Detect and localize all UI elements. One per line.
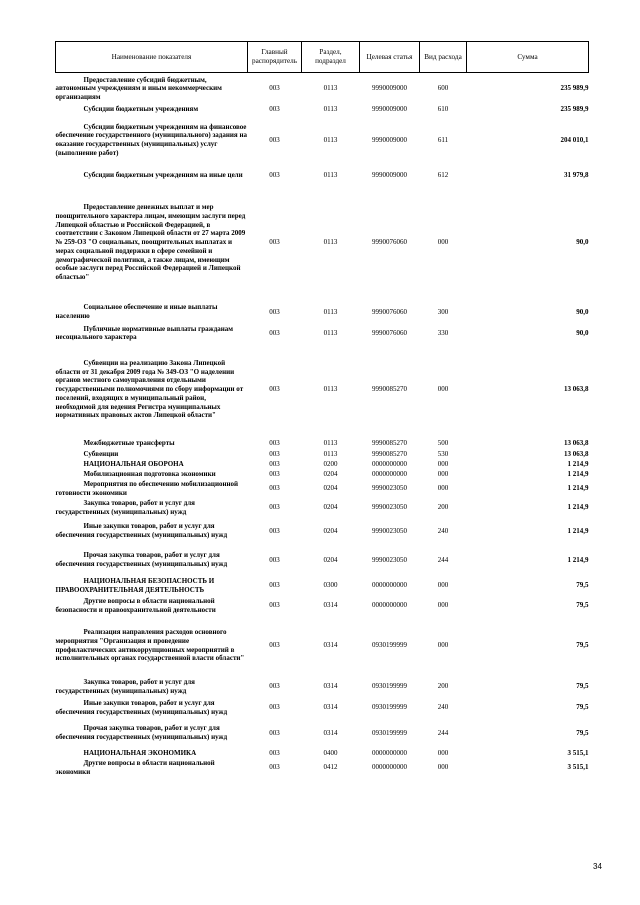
row-name: Иные закупки товаров, работ и услуг для обеспечения государственных (муниципальных) нужд	[55, 522, 228, 539]
header-section: Раздел, подраздел	[302, 42, 360, 73]
row-target: 9990076060	[372, 307, 407, 316]
row-name: Публичные нормативные выплаты гражданам несоциального характера	[55, 324, 234, 342]
row-main-manager: 003	[269, 307, 280, 316]
row-expense-type: 000	[437, 484, 449, 493]
row-sum: 1 214,9	[567, 459, 589, 468]
table-row	[56, 676, 589, 698]
row-section: 0113	[323, 328, 338, 337]
row-target: 9990023050	[372, 503, 407, 512]
row-main-manager: 003	[269, 449, 280, 458]
row-target: 9990023050	[372, 526, 407, 535]
row-expense-type: 000	[437, 470, 449, 479]
table-row	[56, 498, 589, 518]
row-main-manager: 003	[269, 135, 280, 144]
row-name: Межбюджетные трансферты	[83, 438, 175, 447]
table-row	[56, 518, 589, 545]
row-main-manager: 003	[269, 459, 280, 468]
row-name: Субсидии бюджетным учреждениям	[83, 105, 199, 114]
row-main-manager: 003	[269, 171, 280, 180]
row-main-manager: 003	[269, 581, 280, 590]
row-target: 9990085270	[372, 438, 407, 447]
row-sum: 13 063,8	[564, 385, 589, 394]
table-row	[56, 545, 589, 576]
row-sum: 79,5	[576, 641, 589, 650]
row-target: 9990076060	[372, 238, 407, 247]
row-name: Предоставление субсидий бюджетным, автономным учреждениям и иным некоммерческим организациям	[55, 75, 222, 102]
row-main-manager: 003	[269, 438, 280, 447]
table-row	[56, 115, 589, 166]
page-number: 34	[593, 862, 602, 871]
row-section: 0113	[323, 238, 338, 247]
row-sum: 90,0	[576, 328, 589, 337]
row-sum: 235 989,9	[560, 105, 589, 114]
header-main-manager: Главный распорядитель	[248, 42, 302, 73]
row-expense-type: 000	[437, 581, 449, 590]
row-expense-type: 330	[437, 328, 449, 337]
row-sum: 204 010,1	[560, 135, 589, 144]
row-expense-type: 000	[437, 763, 449, 772]
row-target: 0000000000	[372, 470, 407, 479]
row-target: 0930199999	[372, 728, 407, 737]
row-expense-type: 000	[437, 385, 449, 394]
row-target: 0930199999	[372, 703, 407, 712]
row-section: 0204	[323, 503, 338, 512]
row-expense-type: 612	[437, 171, 449, 180]
row-main-manager: 003	[269, 682, 280, 691]
row-name: Субвенции на реализацию Закона Липецкой области от 31 декабря 2009 года № 349-ОЗ "О наделении органов местного самоуправления отдельными государственными полномочиями по сбору информации от поселений, входящих в муниципальный район, необходимой для ведения Регистра муниципальных нормативных правовых актов Липецкой области"	[55, 358, 244, 420]
row-section: 0314	[323, 601, 338, 610]
row-sum: 1 214,9	[567, 484, 589, 493]
row-main-manager: 003	[269, 84, 280, 93]
row-sum: 90,0	[576, 307, 589, 316]
row-sum: 235 989,9	[560, 84, 589, 93]
header-name: Наименование показателя	[56, 42, 248, 73]
table-row	[56, 105, 589, 115]
row-section: 0113	[323, 307, 338, 316]
row-name: Субвенции	[83, 449, 119, 458]
row-sum: 13 063,8	[564, 449, 589, 458]
table-row	[56, 759, 589, 777]
row-sum: 79,5	[576, 728, 589, 737]
row-sum: 1 214,9	[567, 555, 589, 564]
table-row	[56, 469, 589, 480]
row-sum: 31 979,8	[564, 171, 589, 180]
row-expense-type: 240	[437, 526, 449, 535]
row-section: 0204	[323, 555, 338, 564]
table-row	[56, 342, 589, 437]
row-target: 9990085270	[372, 385, 407, 394]
row-target: 9990009000	[372, 105, 407, 114]
row-section: 0113	[323, 449, 338, 458]
table-row	[56, 616, 589, 676]
header-expense-type: Вид расхода	[420, 42, 467, 73]
row-sum: 79,5	[576, 581, 589, 590]
row-section: 0300	[323, 581, 338, 590]
header-target: Целевая статья	[360, 42, 420, 73]
row-main-manager: 003	[269, 526, 280, 535]
row-name: Прочая закупка товаров, работ и услуг для обеспечения государственных (муниципальных) нужд	[55, 551, 228, 568]
row-expense-type: 611	[437, 135, 449, 144]
row-sum: 13 063,8	[564, 438, 589, 447]
row-main-manager: 003	[269, 105, 280, 114]
table-row	[56, 576, 589, 596]
row-expense-type: 000	[437, 238, 449, 247]
row-expense-type: 200	[437, 682, 449, 691]
table-row	[56, 166, 589, 186]
row-name: Прочая закупка товаров, работ и услуг для обеспечения государственных (муниципальных) нужд	[55, 724, 228, 741]
row-main-manager: 003	[269, 601, 280, 610]
table-row	[56, 437, 589, 449]
row-main-manager: 003	[269, 703, 280, 712]
row-target: 0930199999	[372, 641, 407, 650]
row-section: 0113	[323, 385, 338, 394]
row-section: 0113	[323, 105, 338, 114]
row-expense-type: 530	[437, 449, 449, 458]
table-row	[56, 300, 589, 325]
row-target: 0930199999	[372, 682, 407, 691]
table-row	[56, 718, 589, 749]
row-main-manager: 003	[269, 484, 280, 493]
row-expense-type: 240	[437, 703, 449, 712]
row-name: Мобилизационная подготовка экономики	[83, 470, 216, 479]
row-sum: 79,5	[576, 703, 589, 712]
row-section: 0200	[323, 459, 338, 468]
row-main-manager: 003	[269, 328, 280, 337]
row-expense-type: 000	[437, 749, 449, 758]
row-section: 0204	[323, 470, 338, 479]
row-expense-type: 600	[437, 84, 449, 93]
row-sum: 1 214,9	[567, 526, 589, 535]
table-row	[56, 749, 589, 759]
row-section: 0113	[323, 171, 338, 180]
row-target: 0000000000	[372, 763, 407, 772]
row-name: Иные закупки товаров, работ и услуг для обеспечения государственных (муниципальных) нужд	[55, 698, 228, 716]
row-sum: 3 515,1	[567, 749, 589, 758]
row-target: 9990023050	[372, 555, 407, 564]
table-body	[56, 73, 589, 777]
row-name: Закупка товаров, работ и услуг для государственных (муниципальных) нужд	[55, 677, 195, 695]
row-target: 9990023050	[372, 484, 407, 493]
row-sum: 1 214,9	[567, 470, 589, 479]
row-expense-type: 000	[437, 459, 449, 468]
row-name: Мероприятия по обеспечению мобилизационной готовности экономики	[55, 480, 239, 497]
row-name: НАЦИОНАЛЬНАЯ ОБОРОНА	[83, 459, 184, 468]
row-target: 0000000000	[372, 581, 407, 590]
row-main-manager: 003	[269, 385, 280, 394]
row-main-manager: 003	[269, 238, 280, 247]
row-target: 0000000000	[372, 459, 407, 468]
row-target: 9990085270	[372, 449, 407, 458]
row-name: НАЦИОНАЛЬНАЯ БЕЗОПАСНОСТЬ И ПРАВООХРАНИТЕЛЬНАЯ ДЕЯТЕЛЬНОСТЬ	[55, 576, 215, 594]
row-main-manager: 003	[269, 503, 280, 512]
table-row	[56, 596, 589, 616]
row-main-manager: 003	[269, 641, 280, 650]
row-section: 0314	[323, 682, 338, 691]
row-name: Закупка товаров, работ и услуг для государственных (муниципальных) нужд	[55, 498, 195, 516]
table-header-row	[56, 42, 589, 73]
table-row	[56, 186, 589, 300]
table-row	[56, 449, 589, 459]
row-section: 0314	[323, 641, 338, 650]
row-target: 0000000000	[372, 749, 407, 758]
row-main-manager: 003	[269, 728, 280, 737]
row-expense-type: 000	[437, 641, 449, 650]
row-section: 0113	[323, 438, 338, 447]
row-section: 0314	[323, 728, 338, 737]
table-row	[56, 698, 589, 718]
row-name: Социальное обеспечение и иные выплаты населению	[55, 303, 218, 320]
row-expense-type: 244	[437, 555, 449, 564]
row-name: Предоставление денежных выплат и мер поощрительного характера лицам, имеющим заслуги перед Липецкой областью и Российской Федерацией, в соответствии с Законом Липецкой области от 27 марта 2009 № 259-ОЗ "О социальных, поощрительных выплатах и мерах социальной поддержки в сфере семейной и демографической политики, а также лицам, имеющим особые заслуги перед Российской Федерацией и Липецкой областью"	[55, 203, 246, 282]
table-row	[56, 480, 589, 498]
row-expense-type: 300	[437, 307, 449, 316]
row-name: Другие вопросы в области национальной безопасности и правоохранительной деятельности	[55, 596, 216, 614]
row-section: 0314	[323, 703, 338, 712]
row-target: 9990009000	[372, 135, 407, 144]
row-section: 0113	[323, 84, 338, 93]
table-row	[56, 459, 589, 469]
row-name: Реализация направления расходов основного мероприятия "Организация и проведение профилактических антикоррупционных мероприятий в исполнительных органах государственной власти области"	[55, 628, 245, 663]
row-main-manager: 003	[269, 555, 280, 564]
row-sum: 79,5	[576, 682, 589, 691]
row-section: 0412	[323, 763, 338, 772]
row-sum: 3 515,1	[567, 763, 589, 772]
row-name: НАЦИОНАЛЬНАЯ ЭКОНОМИКА	[83, 749, 197, 758]
table-row	[56, 73, 589, 105]
row-section: 0400	[323, 749, 338, 758]
table-row	[56, 325, 589, 343]
row-name: Субсидии бюджетным учреждениям на иные цели	[83, 171, 243, 180]
row-section: 0204	[323, 484, 338, 493]
row-target: 9990009000	[372, 84, 407, 93]
row-target: 0000000000	[372, 601, 407, 610]
row-main-manager: 003	[269, 470, 280, 479]
row-sum: 79,5	[576, 601, 589, 610]
row-name: Другие вопросы в области национальной экономики	[55, 758, 215, 776]
row-section: 0204	[323, 526, 338, 535]
row-sum: 1 214,9	[567, 503, 589, 512]
row-expense-type: 244	[437, 728, 449, 737]
row-expense-type: 500	[437, 438, 449, 447]
row-expense-type: 000	[437, 601, 449, 610]
row-main-manager: 003	[269, 763, 280, 772]
row-section: 0113	[323, 135, 338, 144]
row-name: Субсидии бюджетным учреждениям на финансовое обеспечение государственного (муниципального) задания на оказание государственных (муниципальных) услуг (выполнение работ)	[55, 122, 247, 157]
budget-table	[55, 41, 589, 777]
row-expense-type: 610	[437, 105, 449, 114]
row-target: 9990076060	[372, 328, 407, 337]
header-sum: Сумма	[467, 42, 589, 73]
row-main-manager: 003	[269, 749, 280, 758]
row-expense-type: 200	[437, 503, 449, 512]
row-target: 9990009000	[372, 171, 407, 180]
row-sum: 90,0	[576, 238, 589, 247]
